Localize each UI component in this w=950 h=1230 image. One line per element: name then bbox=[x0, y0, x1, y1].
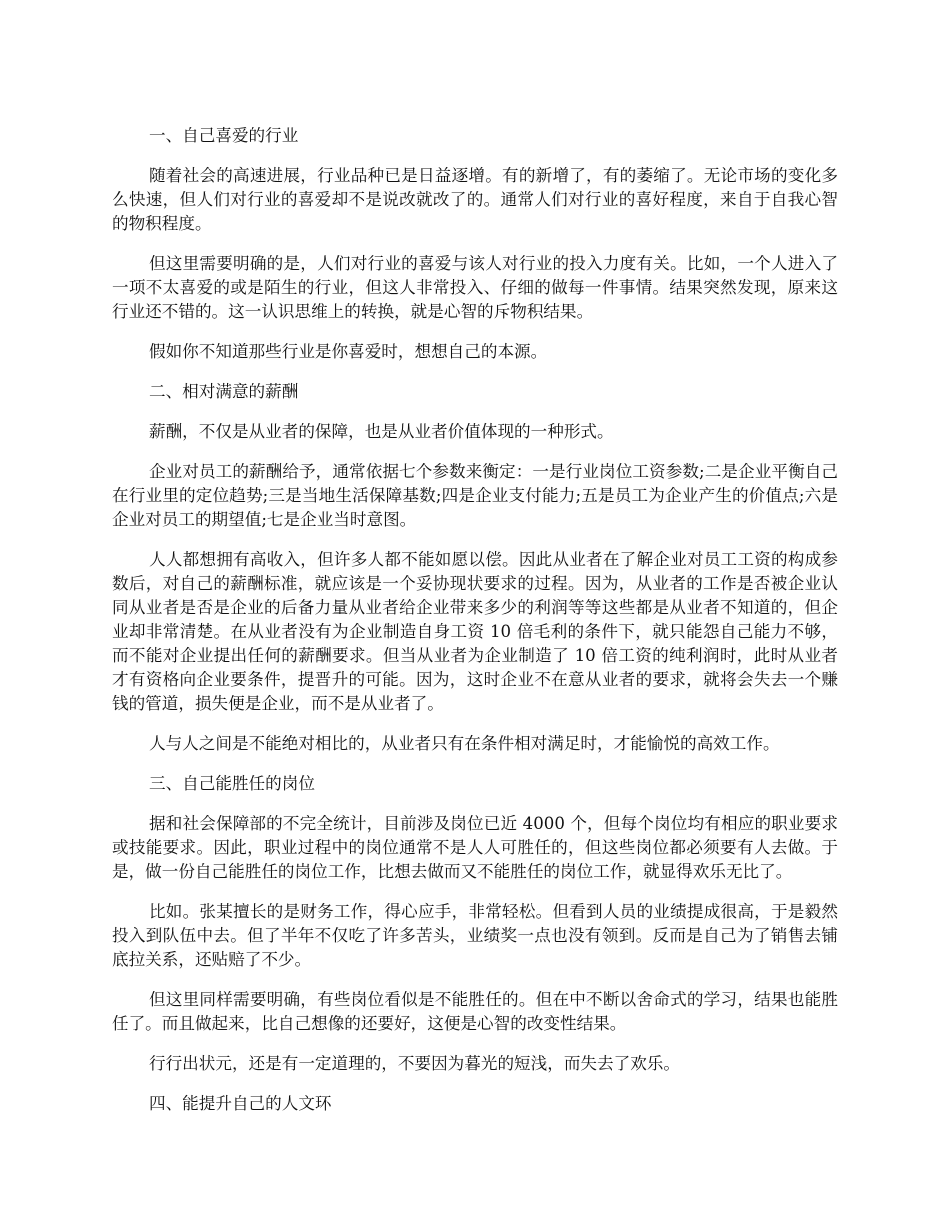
paragraph: 人人都想拥有高收入，但许多人都不能如愿以偿。因此从业者在了解企业对员工工资的构成参数后，对自己的薪酬标准，就应该是一个妥协现状要求的过程。因为，从业者的工作是否被企业认同从业者是否是企业的后备力量从业者给企业带来多少的利润等等这些都是从业者不知道的，但企业却非常清楚。在从业者没有为企业制造自身工资 10 倍毛利的条件下，就只能怨自己能力不够，而不能对企业提出任何的薪酬要求。但当从业者为企业制造了 10 倍工资的纯利润时，此时从业者才有资格向企业要条件，提晋升的可能。因为，这时企业不在意从业者的要求，就将会失去一个赚钱的管道，损失便是企业，而不是从业者了。 bbox=[112, 550, 838, 713]
paragraph: 但这里需要明确的是，人们对行业的喜爱与该人对行业的投入力度有关。比如，一个人进入了一项不太喜爱的或是陌生的行业，但这人非常投入、仔细的做每一件事情。结果突然发现，原来这行业还不错的。这一认识思维上的转换，就是心智的斥物积结果。 bbox=[112, 254, 838, 321]
paragraph: 企业对员工的薪酬给予，通常依据七个参数来衡定：一是行业岗位工资参数;二是企业平衡自己在行业里的定位趋势;三是当地生活保障基数;四是企业支付能力;五是员工为企业产生的价值点;六是企业对员工的期望值;七是企业当时意图。 bbox=[112, 462, 838, 529]
paragraph: 假如你不知道那些行业是你喜爱时，想想自己的本源。 bbox=[149, 342, 548, 361]
paragraph: 据和社会保障部的不完全统计，目前涉及岗位已近 4000 个，但每个岗位均有相应的职业要求或技能要求。因此，职业过程中的岗位通常不是人人可胜任的，但这些岗位都必须要有人去做。于是，做一份自己能胜任的岗位工作，比想去做而又不能胜任的岗位工作，就显得欢乐无比了。 bbox=[112, 814, 838, 881]
document-page bbox=[112, 124, 838, 1132]
paragraph: 比如。张某擅长的是财务工作，得心应手，非常轻松。但看到人员的业绩提成很高，于是毅然投入到队伍中去。但了半年不仅吃了许多苦头，业绩奖一点也没有领到。反而是自己为了销售去铺底拉关系，还贴赔了不少。 bbox=[112, 902, 838, 969]
paragraph: 人与人之间是不能绝对相比的，从业者只有在条件相对满足时，才能愉悦的高效工作。 bbox=[149, 734, 780, 753]
paragraph: 随着社会的高速进展，行业品种已是日益逐增。有的新增了，有的萎缩了。无论市场的变化多么快速，但人们对行业的喜爱却不是说改就改了的。通常人们对行业的喜好程度，来自于自我心智的物积程度。 bbox=[112, 166, 838, 233]
section-heading-2: 二、相对满意的薪酬 bbox=[149, 382, 299, 401]
paragraph: 薪酬，不仅是从业者的保障，也是从业者价值体现的一种形式。 bbox=[149, 422, 614, 441]
section-heading-4: 四、能提升自己的人文环 bbox=[149, 1094, 332, 1113]
paragraph: 但这里同样需要明确，有些岗位看似是不能胜任的。但在中不断以舍命式的学习，结果也能胜任了。而且做起来，比自己想像的还要好，这便是心智的改变性结果。 bbox=[112, 990, 838, 1033]
section-heading-3: 三、自己能胜任的岗位 bbox=[149, 774, 315, 793]
paragraph: 行行出状元，还是有一定道理的，不要因为暮光的短浅，而失去了欢乐。 bbox=[149, 1054, 680, 1073]
section-heading-1: 一、自己喜爱的行业 bbox=[149, 126, 299, 145]
